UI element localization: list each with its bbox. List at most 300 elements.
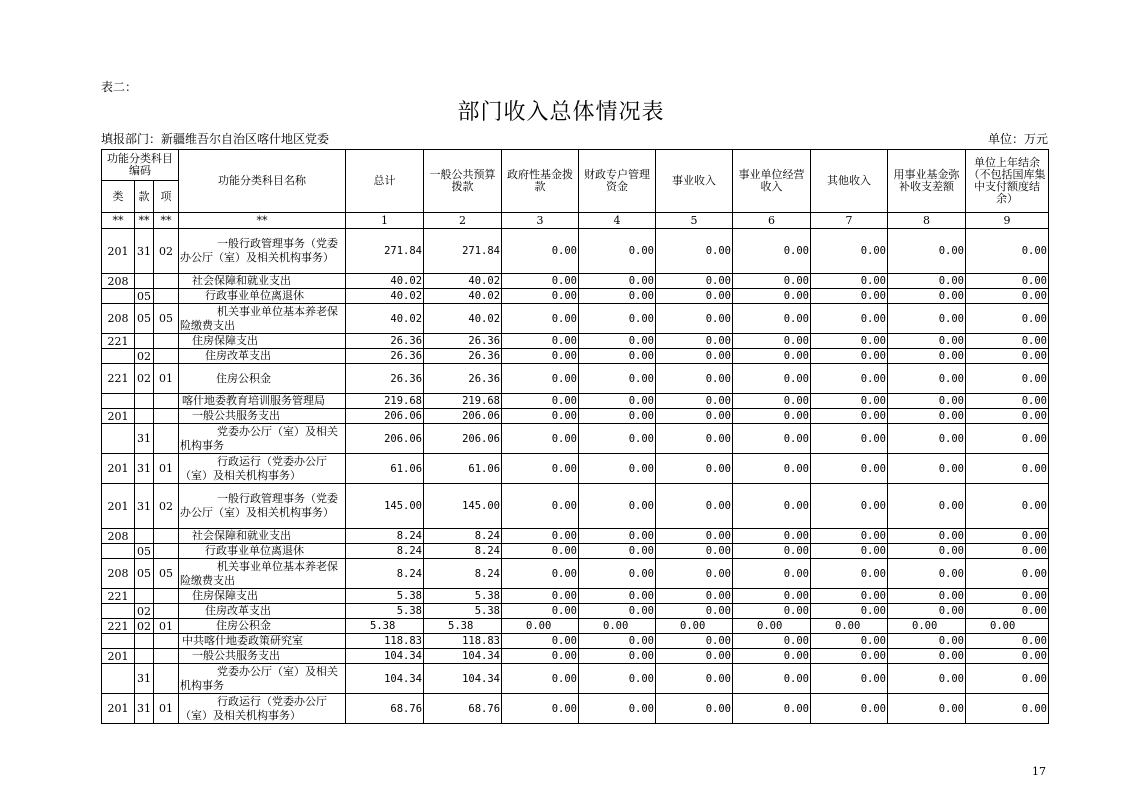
amount-cell: 0.00 [502, 694, 579, 724]
amount-cell: 0.00 [656, 334, 733, 349]
lei-cell: 221 [102, 334, 135, 349]
amount-cell: 8.24 [346, 544, 424, 559]
amount-cell: 0.00 [656, 364, 733, 394]
amount-cell: 0.00 [656, 544, 733, 559]
amount-cell: 0.00 [888, 604, 966, 619]
amount-cell: 0.00 [966, 289, 1049, 304]
item-name-cell: 一般公共服务支出 [179, 649, 346, 664]
amount-cell: 0.00 [888, 544, 966, 559]
amount-cell: 0.00 [579, 394, 656, 409]
amount-cell: 0.00 [966, 334, 1049, 349]
amount-cell: 0.00 [811, 304, 888, 334]
amount-cell: 0.00 [656, 604, 733, 619]
table-row [102, 604, 1049, 619]
amount-cell: 0.00 [656, 454, 733, 484]
item-name-cell: 机关事业单位基本养老保险缴费支出 [179, 559, 346, 589]
item-name-cell: 行政事业单位离退休 [179, 289, 346, 304]
amount-cell: 0.00 [966, 649, 1049, 664]
item-name-cell: 住房保障支出 [179, 589, 346, 604]
kuan-cell [135, 334, 154, 349]
xiang-cell [154, 394, 179, 409]
amount-cell: 104.34 [346, 664, 424, 694]
amount-cell: 0.00 [966, 424, 1049, 454]
amount-cell: 61.06 [346, 454, 424, 484]
amount-cell: 0.00 [733, 484, 811, 529]
amount-cell: 0.00 [502, 529, 579, 544]
xiang-header: 项 [154, 181, 179, 213]
amount-cell: 0.00 [966, 604, 1049, 619]
xiang-cell [154, 634, 179, 649]
table-row [102, 364, 1049, 394]
index-cell: 1 [346, 213, 424, 229]
table-row [102, 229, 1049, 274]
lei-cell: 201 [102, 484, 135, 529]
amount-cell: 26.36 [346, 364, 424, 394]
amount-cell: 0.00 [811, 589, 888, 604]
amount-cell: 0.00 [811, 604, 888, 619]
kuan-cell [135, 274, 154, 289]
amount-cell: 68.76 [346, 694, 424, 724]
amount-cell: 0.00 [888, 349, 966, 364]
amount-cell: 0.00 [888, 634, 966, 649]
lei-cell: 201 [102, 454, 135, 484]
lei-cell [102, 394, 135, 409]
lei-cell: 221 [102, 589, 135, 604]
amount-cell: 8.24 [424, 559, 502, 589]
amount-cell: 0.00 [888, 394, 966, 409]
page-title: 部门收入总体情况表 [457, 100, 665, 125]
item-name-cell: 行政运行（党委办公厅（室）及相关机构事务） [179, 694, 346, 724]
amount-cell: 8.24 [346, 529, 424, 544]
amount-cell: 40.02 [346, 274, 424, 289]
lei-cell: 221 [102, 619, 135, 634]
amount-cell: 0.00 [888, 424, 966, 454]
amount-cell: 0.00 [733, 664, 811, 694]
amount-cell: 5.38 [346, 589, 424, 604]
xiang-cell [154, 529, 179, 544]
amount-cell: 0.00 [888, 454, 966, 484]
amount-cell: 0.00 [966, 664, 1049, 694]
amount-cell: 0.00 [733, 619, 811, 634]
amount-cell: 0.00 [502, 454, 579, 484]
kuan-cell: 05 [135, 304, 154, 334]
amount-cell: 0.00 [502, 604, 579, 619]
amount-cell: 0.00 [656, 529, 733, 544]
item-name-cell: 社会保障和就业支出 [179, 274, 346, 289]
kuan-header: 款 [135, 181, 154, 213]
index-cell: 5 [656, 213, 733, 229]
amount-cell: 26.36 [346, 349, 424, 364]
amount-cell: 26.36 [346, 334, 424, 349]
xiang-cell: 05 [154, 304, 179, 334]
amount-cell: 40.02 [424, 304, 502, 334]
amount-cell: 0.00 [733, 409, 811, 424]
amount-cell: 0.00 [733, 649, 811, 664]
amount-cell: 0.00 [733, 349, 811, 364]
amount-cell: 0.00 [811, 394, 888, 409]
index-cell: ** [135, 213, 154, 229]
amount-cell: 0.00 [966, 559, 1049, 589]
amount-cell: 118.83 [346, 634, 424, 649]
amount-cell: 0.00 [888, 484, 966, 529]
amount-cell: 40.02 [346, 304, 424, 334]
amount-cell: 0.00 [811, 634, 888, 649]
table-row [102, 694, 1049, 724]
amount-cell: 0.00 [966, 274, 1049, 289]
amount-cell: 0.00 [888, 529, 966, 544]
amount-cell: 0.00 [656, 619, 733, 634]
amount-cell: 0.00 [888, 559, 966, 589]
amount-cell: 271.84 [424, 229, 502, 274]
xiang-cell: 01 [154, 694, 179, 724]
col-header: 一般公共预算拨款 [424, 150, 502, 213]
amount-cell: 0.00 [888, 409, 966, 424]
amount-cell: 0.00 [888, 589, 966, 604]
lei-cell: 208 [102, 529, 135, 544]
amount-cell: 0.00 [502, 424, 579, 454]
amount-cell: 0.00 [502, 619, 579, 634]
amount-cell: 0.00 [579, 454, 656, 484]
xiang-cell: 05 [154, 559, 179, 589]
amount-cell: 0.00 [656, 274, 733, 289]
lei-cell [102, 424, 135, 454]
kuan-cell: 31 [135, 694, 154, 724]
amount-cell: 0.00 [579, 274, 656, 289]
amount-cell: 206.06 [424, 409, 502, 424]
amount-cell: 0.00 [733, 304, 811, 334]
amount-cell: 0.00 [579, 424, 656, 454]
item-name-cell: 机关事业单位基本养老保险缴费支出 [179, 304, 346, 334]
amount-cell: 0.00 [966, 454, 1049, 484]
amount-cell: 0.00 [733, 544, 811, 559]
col-header: 政府性基金拨款 [502, 150, 579, 213]
index-cell: ** [154, 213, 179, 229]
amount-cell: 0.00 [966, 634, 1049, 649]
amount-cell: 0.00 [579, 349, 656, 364]
table-row [102, 559, 1049, 589]
lei-cell [102, 349, 135, 364]
lei-cell: 201 [102, 694, 135, 724]
amount-cell: 0.00 [579, 229, 656, 274]
amount-cell: 0.00 [502, 229, 579, 274]
amount-cell: 0.00 [966, 394, 1049, 409]
item-name-cell: 一般行政管理事务（党委办公厅（室）及相关机构事务） [179, 229, 346, 274]
amount-cell: 0.00 [656, 424, 733, 454]
kuan-cell [135, 409, 154, 424]
xiang-cell: 02 [154, 484, 179, 529]
amount-cell: 8.24 [424, 544, 502, 559]
amount-cell: 0.00 [502, 364, 579, 394]
amount-cell: 0.00 [656, 394, 733, 409]
amount-cell: 61.06 [424, 454, 502, 484]
amount-cell: 0.00 [733, 634, 811, 649]
amount-cell: 0.00 [733, 454, 811, 484]
xiang-cell: 01 [154, 619, 179, 634]
item-name-cell: 一般行政管理事务（党委办公厅（室）及相关机构事务） [179, 484, 346, 529]
amount-cell: 0.00 [579, 619, 656, 634]
xiang-cell: 02 [154, 229, 179, 274]
kuan-cell: 05 [135, 289, 154, 304]
amount-cell: 8.24 [346, 559, 424, 589]
amount-cell: 0.00 [502, 664, 579, 694]
xiang-cell [154, 544, 179, 559]
amount-cell: 0.00 [502, 559, 579, 589]
amount-cell: 0.00 [811, 409, 888, 424]
amount-cell: 0.00 [966, 409, 1049, 424]
index-cell: 3 [502, 213, 579, 229]
amount-cell: 0.00 [579, 304, 656, 334]
reporting-department: 填报部门：新疆维吾尔自治区喀什地区党委 [101, 132, 330, 146]
amount-cell: 0.00 [811, 619, 888, 634]
amount-cell: 5.38 [424, 589, 502, 604]
amount-cell: 0.00 [966, 694, 1049, 724]
amount-cell: 0.00 [502, 649, 579, 664]
amount-cell: 0.00 [502, 274, 579, 289]
col-header: 其他收入 [811, 150, 888, 213]
amount-cell: 0.00 [811, 484, 888, 529]
kuan-cell: 02 [135, 349, 154, 364]
lei-cell: 201 [102, 409, 135, 424]
amount-cell: 0.00 [656, 409, 733, 424]
item-name-cell: 一般公共服务支出 [179, 409, 346, 424]
amount-cell: 26.36 [424, 349, 502, 364]
table-row [102, 649, 1049, 664]
lei-header: 类 [102, 181, 135, 213]
amount-cell: 0.00 [656, 694, 733, 724]
amount-cell: 26.36 [424, 334, 502, 349]
table-row [102, 664, 1049, 694]
amount-cell: 0.00 [811, 559, 888, 589]
amount-cell: 0.00 [888, 334, 966, 349]
kuan-cell: 31 [135, 424, 154, 454]
table-row [102, 544, 1049, 559]
index-row [102, 213, 1049, 229]
amount-cell: 0.00 [733, 559, 811, 589]
amount-cell: 0.00 [811, 529, 888, 544]
amount-cell: 26.36 [424, 364, 502, 394]
index-cell: 4 [579, 213, 656, 229]
amount-cell: 0.00 [502, 394, 579, 409]
kuan-cell [135, 649, 154, 664]
xiang-cell [154, 334, 179, 349]
amount-cell: 0.00 [502, 289, 579, 304]
kuan-cell: 02 [135, 364, 154, 394]
lei-cell [102, 289, 135, 304]
item-name-cell: 行政运行（党委办公厅（室）及相关机构事务） [179, 454, 346, 484]
kuan-cell: 02 [135, 619, 154, 634]
amount-cell: 219.68 [346, 394, 424, 409]
col-header: 财政专户管理资金 [579, 150, 656, 213]
amount-cell: 0.00 [888, 619, 966, 634]
amount-cell: 219.68 [424, 394, 502, 409]
amount-cell: 0.00 [656, 649, 733, 664]
table-row [102, 454, 1049, 484]
kuan-cell: 31 [135, 484, 154, 529]
amount-cell: 0.00 [502, 409, 579, 424]
amount-cell: 0.00 [579, 604, 656, 619]
amount-cell: 0.00 [733, 529, 811, 544]
item-name-cell: 行政事业单位离退休 [179, 544, 346, 559]
kuan-cell: 02 [135, 604, 154, 619]
amount-cell: 0.00 [733, 394, 811, 409]
amount-cell: 0.00 [733, 334, 811, 349]
amount-cell: 0.00 [966, 304, 1049, 334]
amount-cell: 0.00 [966, 619, 1049, 634]
lei-cell: 201 [102, 649, 135, 664]
index-cell: 9 [966, 213, 1049, 229]
table-row [102, 334, 1049, 349]
amount-cell: 0.00 [811, 649, 888, 664]
amount-cell: 0.00 [811, 664, 888, 694]
amount-cell: 145.00 [346, 484, 424, 529]
code-group-header: 功能分类科目编码 [102, 150, 179, 181]
table-row [102, 619, 1049, 634]
amount-cell: 0.00 [811, 274, 888, 289]
xiang-cell: 01 [154, 364, 179, 394]
xiang-cell [154, 604, 179, 619]
amount-cell: 0.00 [966, 589, 1049, 604]
amount-cell: 271.84 [346, 229, 424, 274]
amount-cell: 0.00 [579, 289, 656, 304]
page-number: 17 [1032, 765, 1046, 778]
amount-cell: 40.02 [346, 289, 424, 304]
amount-cell: 0.00 [811, 289, 888, 304]
kuan-cell [135, 634, 154, 649]
amount-cell: 0.00 [733, 274, 811, 289]
amount-cell: 0.00 [502, 304, 579, 334]
table-row [102, 289, 1049, 304]
item-name-cell: 中共喀什地委政策研究室 [179, 634, 346, 649]
amount-cell: 0.00 [502, 589, 579, 604]
amount-cell: 0.00 [656, 484, 733, 529]
index-cell: 2 [424, 213, 502, 229]
amount-cell: 0.00 [579, 364, 656, 394]
amount-cell: 0.00 [733, 229, 811, 274]
lei-cell [102, 604, 135, 619]
amount-cell: 104.34 [346, 649, 424, 664]
amount-cell: 0.00 [579, 649, 656, 664]
table-row [102, 349, 1049, 364]
amount-cell: 0.00 [811, 544, 888, 559]
amount-cell: 0.00 [733, 694, 811, 724]
index-cell: 6 [733, 213, 811, 229]
xiang-cell [154, 664, 179, 694]
kuan-cell: 05 [135, 559, 154, 589]
xiang-cell [154, 589, 179, 604]
income-table [101, 149, 1049, 724]
table-row [102, 484, 1049, 529]
lei-cell: 208 [102, 274, 135, 289]
amount-cell: 0.00 [502, 349, 579, 364]
table-body [102, 213, 1049, 724]
amount-cell: 0.00 [733, 589, 811, 604]
col-header: 事业收入 [656, 150, 733, 213]
col-header: 总计 [346, 150, 424, 213]
amount-cell: 0.00 [656, 349, 733, 364]
amount-cell: 40.02 [424, 274, 502, 289]
header-row-1 [102, 150, 1049, 181]
item-name-cell: 喀什地委教育培训服务管理局 [179, 394, 346, 409]
amount-cell: 104.34 [424, 664, 502, 694]
xiang-cell [154, 349, 179, 364]
amount-cell: 0.00 [579, 589, 656, 604]
kuan-cell: 31 [135, 454, 154, 484]
amount-cell: 0.00 [966, 484, 1049, 529]
item-name-cell: 住房保障支出 [179, 334, 346, 349]
amount-cell: 0.00 [888, 694, 966, 724]
kuan-cell [135, 529, 154, 544]
kuan-cell: 31 [135, 229, 154, 274]
amount-cell: 0.00 [966, 529, 1049, 544]
amount-cell: 0.00 [579, 634, 656, 649]
xiang-cell [154, 409, 179, 424]
amount-cell: 0.00 [656, 229, 733, 274]
amount-cell: 206.06 [346, 409, 424, 424]
table-row [102, 304, 1049, 334]
amount-cell: 0.00 [656, 634, 733, 649]
amount-cell: 206.06 [346, 424, 424, 454]
amount-cell: 0.00 [811, 229, 888, 274]
amount-cell: 0.00 [502, 484, 579, 529]
unit-label: 单位：万元 [987, 132, 1048, 146]
index-cell: ** [102, 213, 135, 229]
item-name-cell: 社会保障和就业支出 [179, 529, 346, 544]
lei-cell: 208 [102, 304, 135, 334]
lei-cell [102, 634, 135, 649]
index-cell: ** [179, 213, 346, 229]
kuan-cell [135, 394, 154, 409]
index-cell: 8 [888, 213, 966, 229]
col-header: 事业单位经营收入 [733, 150, 811, 213]
amount-cell: 0.00 [733, 364, 811, 394]
amount-cell: 0.00 [888, 274, 966, 289]
amount-cell: 0.00 [966, 364, 1049, 394]
item-name-cell: 住房改革支出 [179, 349, 346, 364]
lei-cell [102, 544, 135, 559]
xiang-cell [154, 289, 179, 304]
amount-cell: 0.00 [888, 304, 966, 334]
lei-cell: 208 [102, 559, 135, 589]
amount-cell: 0.00 [966, 349, 1049, 364]
col-header: 用事业基金弥补收支差额 [888, 150, 966, 213]
table-row [102, 394, 1049, 409]
xiang-cell: 01 [154, 454, 179, 484]
amount-cell: 0.00 [502, 334, 579, 349]
amount-cell: 0.00 [579, 544, 656, 559]
amount-cell: 0.00 [888, 664, 966, 694]
amount-cell: 0.00 [811, 364, 888, 394]
amount-cell: 0.00 [733, 424, 811, 454]
col-header: 单位上年结余（不包括国库集中支付额度结余） [966, 150, 1049, 213]
table-row [102, 409, 1049, 424]
amount-cell: 0.00 [579, 334, 656, 349]
item-name-cell: 住房公积金 [179, 619, 346, 634]
item-name-cell: 住房公积金 [179, 364, 346, 394]
amount-cell: 145.00 [424, 484, 502, 529]
lei-cell: 221 [102, 364, 135, 394]
amount-cell: 0.00 [811, 694, 888, 724]
table-row [102, 529, 1049, 544]
table-label: 表二： [101, 80, 138, 94]
name-header: 功能分类科目名称 [179, 150, 346, 213]
amount-cell: 5.38 [424, 619, 502, 634]
amount-cell: 40.02 [424, 289, 502, 304]
amount-cell: 0.00 [966, 544, 1049, 559]
xiang-cell [154, 649, 179, 664]
amount-cell: 0.00 [656, 664, 733, 694]
index-cell: 7 [811, 213, 888, 229]
item-name-cell: 住房改革支出 [179, 604, 346, 619]
